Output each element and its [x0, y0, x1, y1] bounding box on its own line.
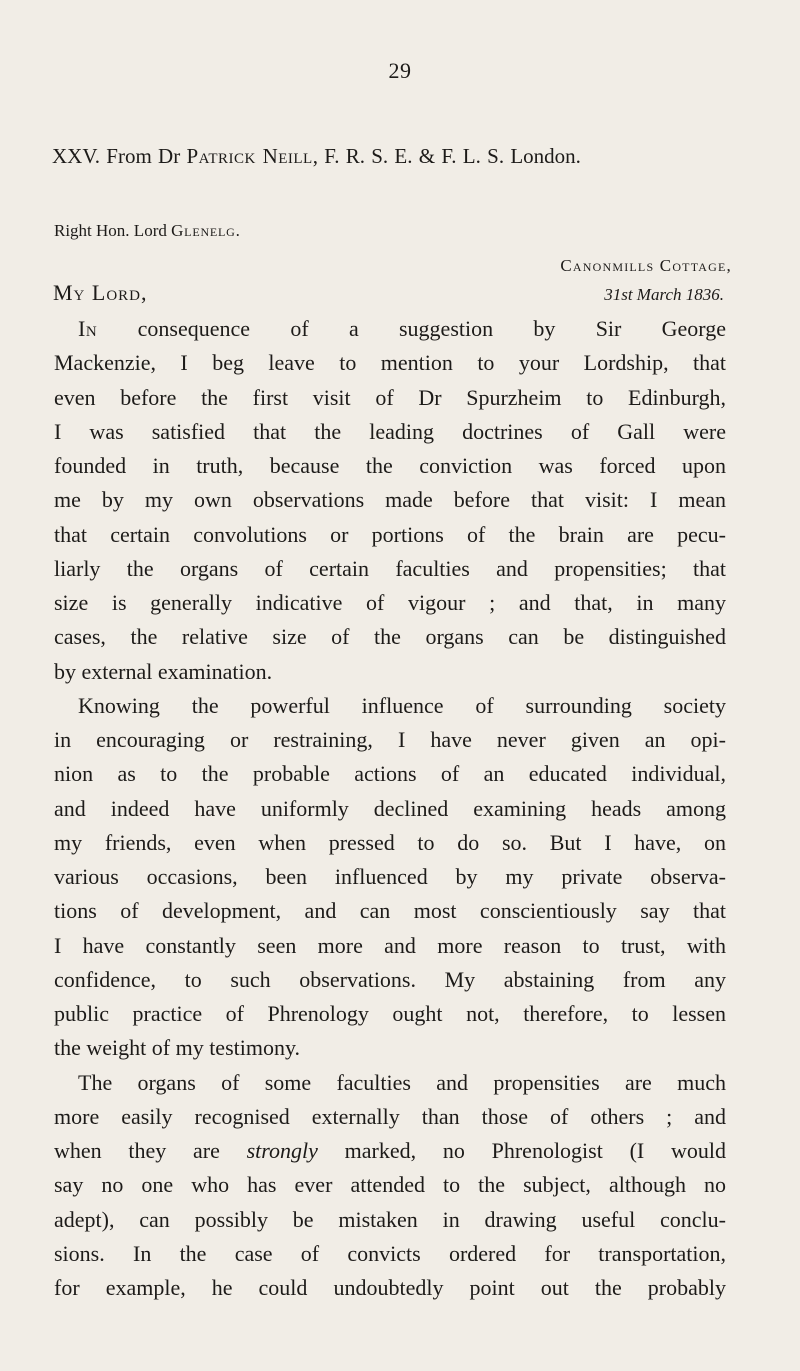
- body-line: liarly the organs of certain faculties and propensities; that: [54, 555, 726, 581]
- date-rest: March 1836.: [636, 285, 724, 304]
- body-line: my friends, even when pressed to do so. But I have, on: [54, 829, 726, 855]
- body-line: [54, 1134, 726, 1168]
- addressee: [54, 221, 241, 241]
- body-line: [54, 312, 726, 346]
- body-line-text: consequence of a suggestion by Sir George: [97, 316, 726, 341]
- emphasis-word: strongly: [246, 1138, 318, 1163]
- body-line: public practice of Phrenology ought not, therefore, to lessen: [54, 1001, 726, 1026]
- salutation: My Lord,: [53, 280, 148, 305]
- body-line: confidence, to such observations. My abstaining from any: [54, 966, 726, 992]
- date-day: 31st: [604, 285, 633, 304]
- body-line: say no one who has ever attended to the subject, although no: [54, 1172, 726, 1198]
- letter-body: [54, 312, 726, 1305]
- page-number: 29: [388, 58, 412, 83]
- body-line: even before the first visit of Dr Spurzheim to Edinburgh,: [54, 384, 726, 410]
- body-line: that certain convolutions or portions of the brain are pecu-: [54, 521, 726, 547]
- body-line: Mackenzie, I beg leave to mention to your Lordship, that: [54, 350, 726, 376]
- body-line: in encouraging or restraining, I have never given an opi-: [54, 727, 726, 752]
- heading-prefix: XXV. From Dr: [52, 144, 187, 168]
- body-line: Knowing the powerful influence of surrounding society: [78, 692, 726, 718]
- heading-author-name: Patrick Neill: [186, 144, 313, 168]
- body-line: nion as to the probable actions of an educated individual,: [54, 761, 726, 787]
- body-line: size is generally indicative of vigour ; and that, in many: [54, 590, 726, 615]
- heading-suffix: , F. R. S. E. & F. L. S. London.: [312, 144, 581, 168]
- body-line: cases, the relative size of the organs can be distinguished: [54, 624, 726, 650]
- body-line: tions of development, and can most conscientiously say that: [54, 898, 726, 924]
- body-line: I have constantly seen more and more reason to trust, with: [54, 932, 726, 958]
- body-line-text: when they are: [54, 1138, 247, 1163]
- body-line: The organs of some faculties and propensities are much: [78, 1069, 726, 1095]
- body-line: founded in truth, because the conviction was forced upon: [54, 453, 726, 478]
- body-line: sions. In the case of convicts ordered for transportation,: [54, 1240, 726, 1266]
- body-line: more easily recognised externally than those of others ; and: [54, 1103, 726, 1129]
- body-first-word: In: [78, 316, 98, 341]
- body-line: me by my own observations made before that visit: I mean: [54, 487, 726, 513]
- body-line: for example, he could undoubtedly point out the probably: [54, 1275, 726, 1300]
- body-line: and indeed have uniformly declined examining heads among: [54, 795, 726, 821]
- addressee-prefix: Right Hon. Lord: [54, 221, 172, 240]
- letter-place: Canonmills Cottage,: [560, 256, 732, 275]
- body-line: adept), can possibly be mistaken in drawing useful conclu-: [54, 1206, 726, 1232]
- letter-date: [604, 285, 724, 305]
- body-line: the weight of my testimony.: [54, 1035, 301, 1061]
- body-line-text: marked, no Phrenologist (I would: [317, 1138, 726, 1163]
- body-line: various occasions, been influenced by my private observa-: [54, 864, 726, 889]
- letter-heading: [52, 144, 772, 169]
- body-line: I was satisfied that the leading doctrines of Gall were: [54, 418, 726, 444]
- body-line: by external examination.: [54, 658, 273, 684]
- addressee-name: Glenelg.: [171, 221, 241, 240]
